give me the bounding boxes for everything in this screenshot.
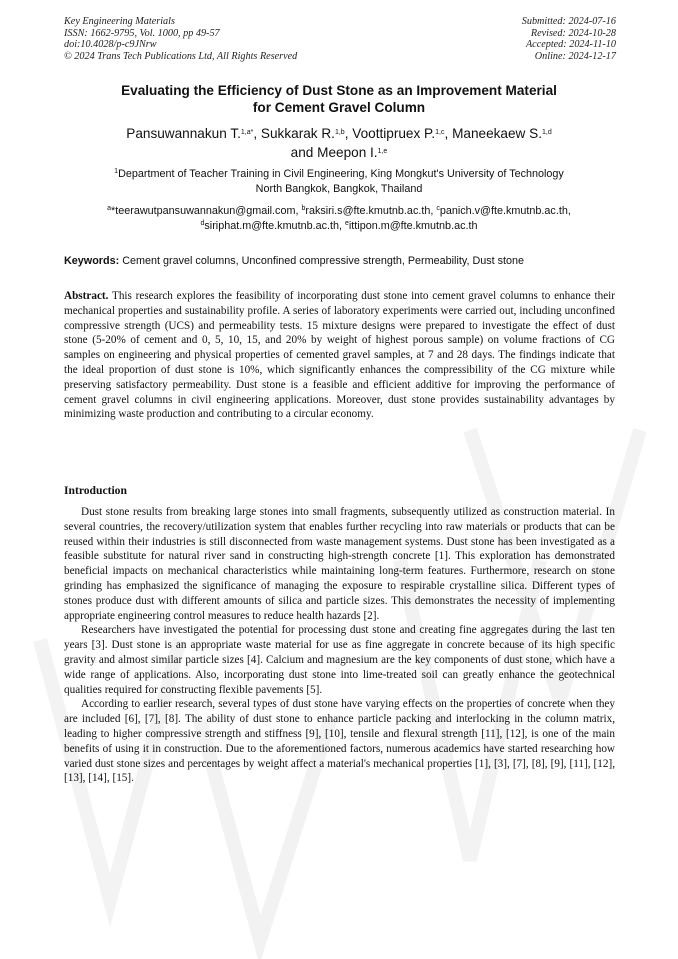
author-list	[60, 124, 618, 162]
author-affiliation-mark: 1,a*	[240, 129, 254, 136]
email-separator: ,	[430, 205, 437, 217]
introduction-heading: Introduction	[64, 484, 127, 497]
author-name: Maneekaew S.	[452, 126, 542, 141]
affiliation-line-2: North Bangkok, Bangkok, Thailand	[255, 183, 423, 195]
dates-info	[522, 16, 616, 62]
revised-date: Revised: 2024-10-28	[530, 27, 616, 39]
paragraph: Dust stone results from breaking large stones into small fragments, subsequently utilized as construction material. In several countries, the recovery/utilization system that enables further recycling into raw materials or products that can be reused within their industries is still disconnected from waste management systems. Dust stone has been investigated as a feasible substitute for natural river sand in constructing high-strength concrete [1]. This exploration has demonstrated beneficial impacts on mechanical characteristics while maintaining long-term features. Furthermore, research on stone grinding has emphasized the significance of managing the exposure to respirable crystalline silica. Different types of stones produce dust with different amounts of silica and particle sizes. This demonstrates the necessity of implementing appropriate engineering control measures to reduce health hazards [2].	[64, 506, 615, 622]
email-mark: b	[301, 205, 306, 212]
affiliation-mark: 1	[114, 168, 119, 175]
title-line-1: Evaluating the Efficiency of Dust Stone as an Improvement Material	[121, 83, 557, 98]
author-name: and Meepon I.	[290, 145, 378, 160]
issn-line: ISSN: 1662-9795, Vol. 1000, pp 49-57	[64, 27, 220, 39]
email-link[interactable]: ittipon.m@fte.kmutnb.ac.th	[348, 220, 478, 232]
paragraph: Researchers have investigated the potential for processing dust stone and creating fine aggregates during the last ten years [3]. Dust stone is an appropriate waste material for use as fine aggregate in concrete because of its high specific gravity and almost similar particle sizes [4]. Calcium and magnesium are the key components of dust stone, which have a wide range of applications. Also, incorporating dust stone into lime-treated soil can greatly enhance the geotechnical qualities required for constructing flexible pavements [5].	[64, 624, 615, 696]
abstract-label: Abstract.	[64, 290, 109, 302]
author-name: Voottipruex P.	[352, 126, 436, 141]
author-name: Sukkarak R.	[260, 126, 335, 141]
copyright-line: © 2024 Trans Tech Publications Ltd, All Rights Reserved	[64, 50, 298, 62]
journal-name: Key Engineering Materials	[64, 16, 175, 27]
author-name: Pansuwannakun T.	[126, 126, 241, 141]
affiliation-line-1	[60, 167, 618, 182]
author-separator: ,	[444, 126, 453, 141]
journal-info	[64, 16, 297, 62]
email-separator: ,	[338, 220, 345, 232]
author-affiliation-mark: 1,e	[377, 148, 388, 155]
email-list	[60, 204, 618, 234]
introduction-body	[64, 505, 615, 786]
author-affiliation-mark: 1,b	[334, 129, 345, 136]
author-separator: ,	[344, 126, 353, 141]
affiliation-text: Department of Teacher Training in Civil Engineering, King Mongkut's University of Technology	[118, 168, 564, 180]
email-link[interactable]: panich.v@fte.kmutnb.ac.th	[439, 205, 568, 217]
title-line-2: for Cement Gravel Column	[252, 100, 426, 115]
email-mark: a	[107, 205, 112, 212]
abstract	[64, 289, 615, 422]
authors-line-2	[60, 143, 618, 162]
submitted-date: Submitted: 2024-07-16	[521, 16, 616, 27]
online-date: Online: 2024-12-17	[534, 50, 616, 62]
author-separator: ,	[253, 126, 261, 141]
paragraph: According to earlier research, several types of dust stone have varying effects on the properties of concrete when they are included [6], [7], [8]. The ability of dust stone to enhance particle packing and interlocking in the column matrix, leading to higher compressive strength and stiffness [9], [10], tensile and flexural strength [11], [12], is one of the main benefits of using it in construction. Due to the aforementioned factors, numerous academics have started researching how varied dust stone sizes and percentages by weight affect a material's mechanical properties [1], [3], [7], [8], [9], [11], [12], [13], [14], [15].	[64, 698, 615, 785]
email-link[interactable]: *teerawutpansuwannakun@gmail.com	[111, 205, 296, 217]
email-separator: ,	[295, 205, 302, 217]
paper-title	[60, 82, 618, 116]
doi-line[interactable]: doi:10.4028/p-c9JNrw	[64, 39, 157, 51]
keywords	[64, 254, 616, 268]
author-affiliation-mark: 1,d	[541, 129, 552, 136]
email-mark: d	[200, 220, 205, 227]
accepted-date: Accepted: 2024-11-10	[525, 39, 616, 51]
email-mark: e	[344, 220, 349, 227]
email-separator: ,	[567, 205, 571, 217]
emails-line-2	[60, 219, 618, 234]
author-affiliation-mark: 1,c	[435, 129, 445, 136]
abstract-text: This research explores the feasibility of incorporating dust stone into cement gravel columns to enhance their mechanical properties and sustainability profile. A series of laboratory experiments were carried out, including unconfined compressive strength (UCS) and permeability tests. 15 mixture designs were prepared to investigate the effect of dust stone (5-20% of cement and 0, 5, 10, 15, and 20% by weight of highest porous sample) on volume fractions of CG samples on engineering and physical properties of cemented gravel samples, at 7 and 28 days. The findings indicate that the ideal proportion of dust stone is 10%, which significantly enhances the compressibility of the CG mixture while preserving satisfactory permeability. Dust stone is a feasible and efficient additive for improving the performance of cement gravel columns in civil engineering applications. Moreover, dust stone provides sustainability advantages by minimizing waste production and contributing to a circular economy.	[64, 290, 615, 421]
authors-line-1	[60, 124, 618, 143]
email-mark: c	[436, 205, 440, 212]
affiliation	[60, 167, 618, 197]
keywords-text: Cement gravel columns, Unconfined compressive strength, Permeability, Dust stone	[122, 255, 525, 267]
email-link[interactable]: siriphat.m@fte.kmutnb.ac.th	[204, 220, 339, 232]
emails-line-1	[60, 204, 618, 219]
keywords-label: Keywords:	[64, 255, 120, 267]
email-link[interactable]: raksiri.s@fte.kmutnb.ac.th	[305, 205, 431, 217]
